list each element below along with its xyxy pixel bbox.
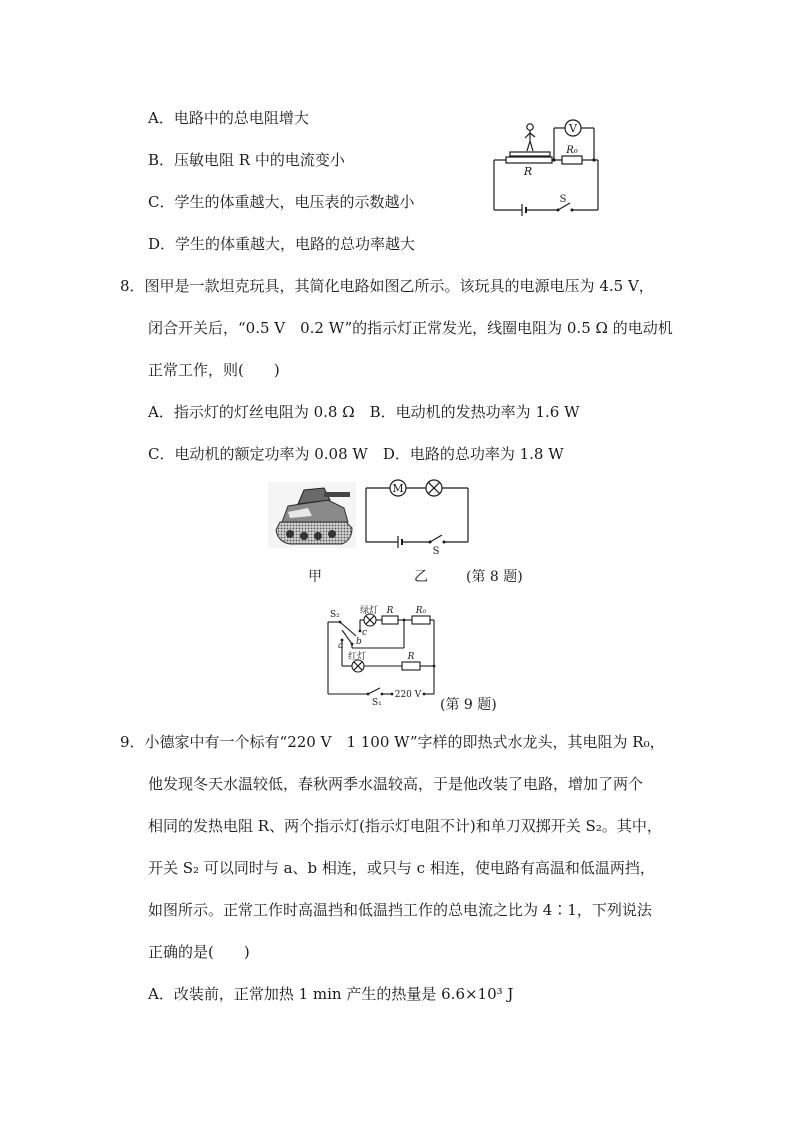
s1-label: S₁ [372,698,382,708]
q9-stem-line-6: 正确的是( ) [148,943,250,961]
q8-stem-line-1: 8．图甲是一款坦克玩具，其简化电路如图乙所示。该玩具的电源电压为 4.5 V， [120,277,654,295]
s2-label: S₂ [330,610,340,620]
q7-option-a: A．电路中的总电阻增大 [148,109,309,127]
q9-option-a: A．改装前，正常加热 1 min 产生的热量是 6.6×10³ J [148,985,514,1003]
q8-options-cd: C．电动机的额定功率为 0.08 W D．电路的总功率为 1.8 W [148,445,564,463]
q8-stem-line-2: 闭合开关后，“0.5 V 0.2 W”的指示灯正常发光，线圈电阻为 0.5 Ω 的电动机 [148,319,673,337]
r-label-top: R [386,606,394,616]
figure-label-yi: 乙 [414,569,428,585]
r0-label: R₀ [415,606,427,616]
r0-label: R₀ [566,145,578,156]
q9-stem-line-1: 9．小德家中有一个标有“220 V 1 100 W”字样的即热式水龙头，其电阻为 R₀， [120,733,665,751]
person-icon [527,124,533,130]
red-lamp-label: 红灯 [348,652,367,662]
q8-circuit-diagram [362,478,474,556]
green-lamp-label: 绿灯 [360,606,379,616]
q9-circuit-diagram [326,604,446,708]
q7-option-b: B．压敏电阻 R 中的电流变小 [148,151,345,169]
figure-label-jia: 甲 [308,569,322,585]
q9-stem-line-3: 相同的发热电阻 R、两个指示灯(指示灯电阻不计)和单刀双掷开关 S₂。其中， [148,817,662,835]
terminal-c-label: c [362,628,368,638]
q9-stem-line-5: 如图所示。正常工作时高温挡和低温挡工作的总电流之比为 4∶1，下列说法 [148,901,652,919]
terminal-a-label: a [338,641,344,651]
q7-option-d: D．学生的体重越大，电路的总功率越大 [148,235,416,253]
q9-caption: (第 9 题) [440,697,497,713]
voltmeter-label: V [569,122,577,135]
switch-label: S [559,194,567,205]
q8-caption: (第 8 题) [466,569,523,585]
tank-toy-photo [268,482,356,548]
q9-stem-line-4: 开关 S₂ 可以同时与 a、b 相连，或只与 c 相连，使电路有高温和低温两挡， [148,859,655,877]
q9-stem-line-2: 他发现冬天水温较低，春秋两季水温较高，于是他改装了电路，增加了两个 [148,775,644,793]
q7-option-c: C．学生的体重越大，电压表的示数越小 [148,193,415,211]
r-label-bottom: R [407,652,415,662]
q7-circuit-diagram [488,118,606,218]
switch-label: S [432,546,440,556]
motor-label: M [392,482,404,495]
q8-stem-line-3: 正常工作，则( ) [148,361,280,379]
q8-options-ab: A．指示灯的灯丝电阻为 0.8 Ω B．电动机的发热功率为 1.6 W [148,403,580,421]
supply-label: 220 V [394,690,422,700]
terminal-b-label: b [356,637,362,647]
r-label: R [523,165,533,178]
